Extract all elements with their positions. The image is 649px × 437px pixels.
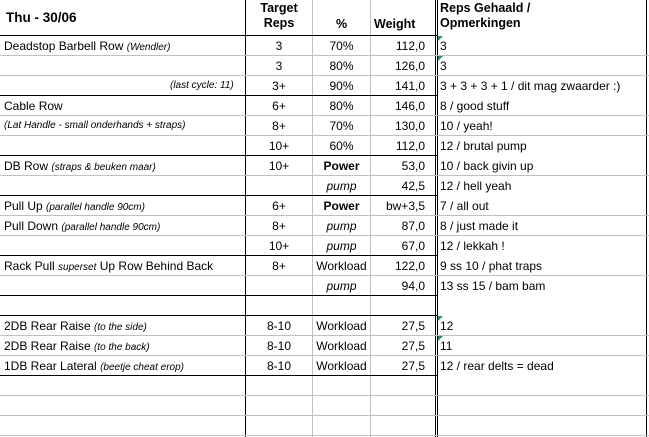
weight-cell[interactable]: 112,0 — [395, 39, 425, 53]
weight-cell[interactable]: 141,0 — [394, 79, 425, 93]
weight-cell[interactable]: 67,0 — [401, 239, 425, 253]
comment-marker-icon — [438, 336, 443, 341]
percent-cell[interactable]: pump — [326, 179, 357, 193]
col-divider — [435, 0, 436, 437]
weight-cell[interactable]: 87,0 — [401, 219, 425, 233]
weight-cell[interactable]: 126,0 — [394, 59, 425, 73]
target-reps-cell[interactable]: 8-10 — [266, 359, 292, 373]
exercise-name[interactable]: 2DB Rear Raise (to the back) — [4, 339, 150, 353]
weight-cell[interactable]: 146,0 — [394, 99, 425, 113]
percent-cell[interactable]: Power — [323, 199, 360, 213]
target-reps-cell[interactable]: 3 — [275, 39, 283, 53]
result-cell[interactable]: 7 / all out — [440, 199, 489, 213]
header-reps: Reps — [263, 16, 295, 30]
result-cell[interactable]: 12 — [440, 319, 454, 333]
row-divider — [0, 395, 649, 396]
result-cell[interactable]: 9 ss 10 / phat traps — [440, 259, 543, 273]
exercise-name[interactable]: 1DB Rear Lateral (beetje cheat erop) — [4, 359, 185, 373]
result-cell[interactable]: 13 ss 15 / bam bam — [440, 279, 546, 293]
percent-cell[interactable]: 60% — [329, 139, 354, 153]
weight-cell[interactable]: 122,0 — [394, 259, 425, 273]
exercise-name[interactable]: Pull Down (parallel handle 90cm) — [4, 219, 161, 233]
result-cell[interactable]: 8 / good stuff — [440, 99, 510, 113]
header-percent: % — [335, 17, 348, 31]
result-cell[interactable]: 3 — [440, 39, 447, 53]
percent-cell[interactable]: Workload — [316, 259, 367, 273]
weight-cell[interactable]: 94,0 — [401, 279, 425, 293]
target-reps-cell[interactable]: 8+ — [272, 219, 286, 233]
sheet-title: Thu - 30/06 — [6, 10, 77, 25]
exercise-name[interactable]: Rack Pull superset Up Row Behind Back — [4, 259, 214, 273]
row-divider — [0, 435, 649, 436]
col-divider — [437, 0, 438, 437]
exercise-name[interactable]: DB Row (straps & beuken maar) — [4, 159, 156, 173]
result-cell[interactable]: 12 / brutal pump — [440, 139, 527, 153]
weight-cell[interactable]: 27,5 — [401, 339, 425, 353]
comment-marker-icon — [438, 316, 443, 321]
target-reps-cell[interactable]: 10+ — [268, 239, 290, 253]
header-target: Target — [260, 1, 298, 15]
result-cell[interactable]: 10 / yeah! — [440, 119, 493, 133]
weight-cell[interactable]: 130,0 — [394, 119, 425, 133]
percent-cell[interactable]: Workload — [316, 319, 367, 333]
result-cell[interactable]: 11 — [440, 339, 453, 353]
comment-marker-icon — [438, 36, 443, 41]
target-reps-cell[interactable]: 10+ — [268, 139, 290, 153]
result-cell[interactable]: 3 — [440, 59, 447, 73]
result-cell[interactable]: 3 + 3 + 3 + 1 / dit mag zwaarder :) — [440, 79, 621, 93]
exercise-name[interactable]: Deadstop Barbell Row (Wendler) — [4, 39, 171, 53]
weight-cell[interactable]: 27,5 — [401, 359, 425, 373]
exercise-name[interactable]: Cable Row — [4, 99, 63, 113]
target-reps-cell[interactable]: 8+ — [272, 259, 286, 273]
percent-cell[interactable]: 70% — [329, 39, 354, 53]
header-remarks: Opmerkingen — [440, 16, 521, 30]
percent-cell[interactable]: 80% — [329, 99, 354, 113]
result-cell[interactable]: 8 / just made it — [440, 219, 519, 233]
percent-cell[interactable]: 70% — [329, 119, 354, 133]
target-reps-cell[interactable]: 8-10 — [266, 339, 292, 353]
col-divider — [646, 0, 647, 437]
target-reps-cell[interactable]: 3+ — [272, 79, 286, 93]
percent-cell[interactable]: pump — [326, 239, 357, 253]
weight-cell[interactable]: 112,0 — [395, 139, 425, 153]
comment-marker-icon — [438, 56, 443, 61]
exercise-name[interactable]: Pull Up (parallel handle 90cm) — [4, 199, 145, 213]
exercise-note[interactable]: (Lat Handle - small onderhands + straps) — [4, 120, 186, 131]
exercise-note[interactable]: (last cycle: 11) — [170, 80, 234, 91]
result-cell[interactable]: 12 / lekkah ! — [440, 239, 505, 253]
target-reps-cell[interactable]: 3 — [275, 59, 283, 73]
percent-cell[interactable]: Power — [323, 159, 360, 173]
percent-cell[interactable]: Workload — [316, 339, 367, 353]
weight-cell[interactable]: 27,5 — [401, 319, 425, 333]
percent-cell[interactable]: 90% — [329, 79, 354, 93]
header-reps-done: Reps Gehaald / — [440, 1, 531, 15]
weight-cell[interactable]: 53,0 — [401, 159, 425, 173]
weight-cell[interactable]: bw+3,5 — [385, 199, 425, 213]
weight-cell[interactable]: 42,5 — [401, 179, 425, 193]
row-divider — [0, 415, 649, 416]
percent-cell[interactable]: 80% — [329, 59, 354, 73]
result-cell[interactable]: 12 / hell yeah — [440, 179, 512, 193]
target-reps-cell[interactable]: 6+ — [272, 99, 286, 113]
result-cell[interactable]: 12 / rear delts = dead — [440, 359, 554, 373]
target-reps-cell[interactable]: 6+ — [272, 199, 286, 213]
percent-cell[interactable]: Workload — [316, 359, 367, 373]
target-reps-cell[interactable]: 8+ — [272, 119, 286, 133]
target-reps-cell[interactable]: 8-10 — [266, 319, 292, 333]
header-weight: Weight — [374, 17, 416, 31]
exercise-name[interactable]: 2DB Rear Raise (to the side) — [4, 319, 147, 333]
percent-cell[interactable]: pump — [326, 279, 357, 293]
result-cell[interactable]: 10 / back givin up — [440, 159, 534, 173]
target-reps-cell[interactable]: 10+ — [268, 159, 290, 173]
percent-cell[interactable]: pump — [326, 219, 357, 233]
